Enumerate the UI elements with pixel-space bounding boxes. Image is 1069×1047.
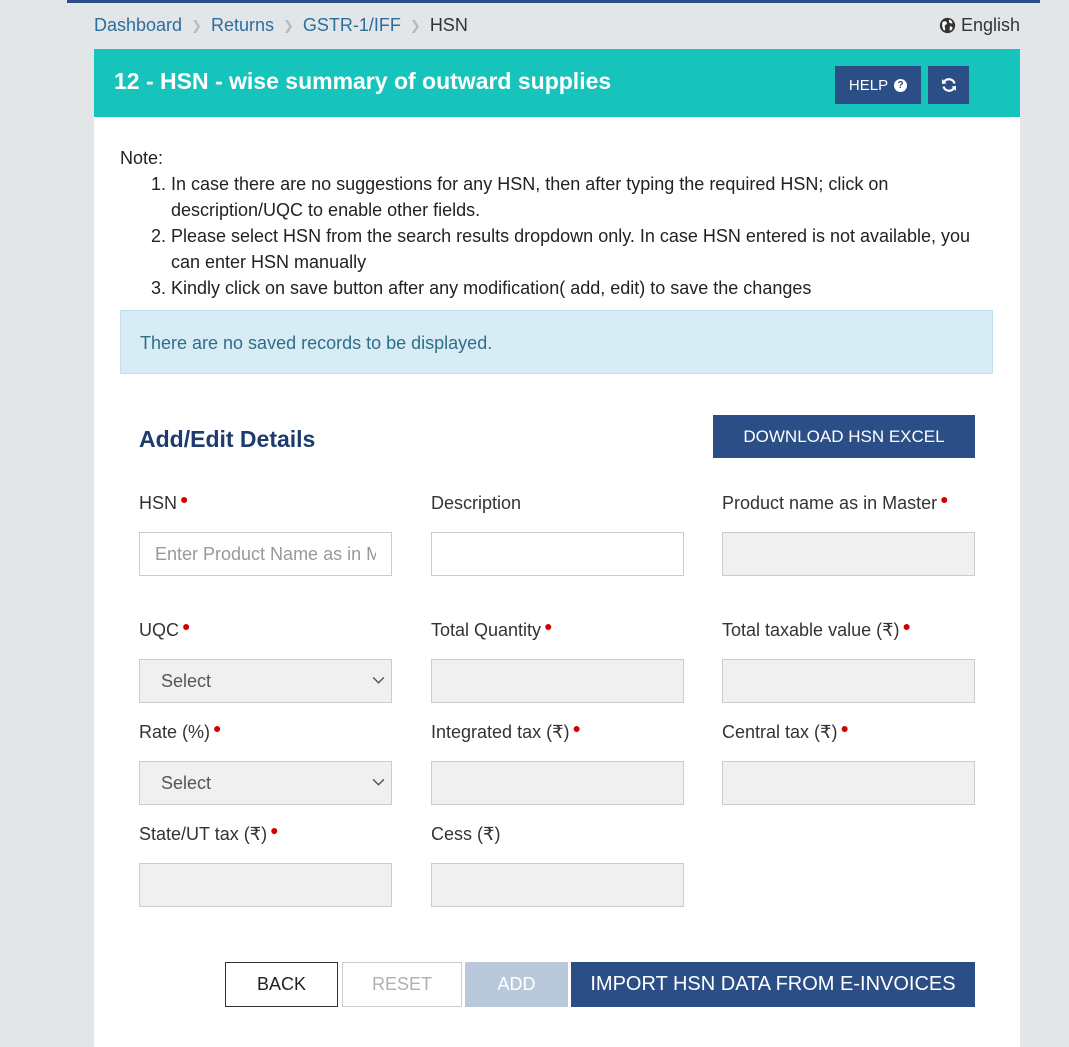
- required-marker: ●: [572, 720, 581, 736]
- cess-input[interactable]: [431, 863, 684, 907]
- total-taxable-label: Total taxable value (₹): [722, 620, 900, 640]
- help-label: HELP: [848, 76, 889, 94]
- breadcrumb-dashboard[interactable]: Dashboard: [94, 15, 183, 35]
- note-list: [120, 171, 980, 301]
- note-section: [120, 145, 980, 301]
- cess-field: [431, 824, 684, 848]
- total-quantity-field: [431, 620, 684, 644]
- required-marker: ●: [940, 491, 949, 507]
- required-marker: ●: [270, 822, 279, 838]
- page-header: [94, 49, 1020, 117]
- chevron-right-icon: ❯: [191, 17, 202, 33]
- central-tax-input[interactable]: [722, 761, 975, 805]
- hsn-input[interactable]: [139, 532, 392, 576]
- rate-select-value: Select: [161, 772, 212, 793]
- breadcrumb: [94, 15, 468, 36]
- product-name-label: Product name as in Master: [722, 493, 938, 513]
- refresh-icon: [941, 77, 957, 93]
- uqc-select[interactable]: [139, 659, 392, 703]
- integrated-tax-label: Integrated tax (₹): [431, 722, 570, 742]
- help-button[interactable]: [835, 66, 921, 104]
- top-accent-bar: [67, 0, 1040, 3]
- hsn-field: [139, 493, 392, 517]
- required-marker: ●: [840, 720, 849, 736]
- note-item: 3. Kindly click on save button after any modification( add, edit) to save the changes: [171, 275, 980, 301]
- integrated-tax-field: [431, 722, 684, 746]
- breadcrumb-current: HSN: [429, 15, 468, 35]
- product-name-input[interactable]: [722, 532, 975, 576]
- central-tax-field: [722, 722, 975, 746]
- description-label: Description: [431, 493, 522, 513]
- total-taxable-input[interactable]: [722, 659, 975, 703]
- central-tax-label: Central tax (₹): [722, 722, 838, 742]
- total-quantity-label: Total Quantity: [431, 620, 542, 640]
- note-item: 1. In case there are no suggestions for any HSN, then after typing the required HSN; click on description/UQC to enable other fields.: [171, 171, 980, 223]
- total-taxable-field: [722, 620, 975, 644]
- state-tax-input[interactable]: [139, 863, 392, 907]
- product-name-field: [722, 493, 975, 517]
- no-records-alert: There are no saved records to be displayed.: [120, 310, 993, 374]
- chevron-right-icon: ❯: [409, 17, 421, 33]
- state-tax-field: [139, 824, 392, 848]
- chevron-down-icon: [372, 673, 385, 686]
- required-marker: ●: [182, 618, 191, 634]
- uqc-label: UQC: [139, 620, 179, 640]
- add-button[interactable]: ADD: [465, 962, 568, 1007]
- chevron-down-icon: [372, 775, 385, 788]
- note-item: 2. Please select HSN from the search results dropdown only. In case HSN entered is not available, you can enter HSN manually: [171, 223, 980, 275]
- description-field: [431, 493, 684, 517]
- language-label: English: [960, 15, 1020, 35]
- refresh-button[interactable]: [928, 66, 969, 104]
- description-input[interactable]: [431, 532, 684, 576]
- required-marker: ●: [902, 618, 912, 634]
- page-title: 12 - HSN - wise summary of outward supplies: [114, 68, 612, 94]
- globe-icon: [939, 17, 956, 34]
- question-circle-icon: ?: [894, 79, 907, 92]
- language-selector[interactable]: [939, 15, 1020, 36]
- download-hsn-excel-button[interactable]: DOWNLOAD HSN EXCEL: [713, 415, 975, 458]
- hsn-label: HSN: [139, 493, 178, 513]
- section-title: Add/Edit Details: [139, 426, 316, 452]
- rate-label: Rate (%): [139, 722, 211, 742]
- breadcrumb-returns[interactable]: Returns: [210, 15, 274, 35]
- import-hsn-button[interactable]: IMPORT HSN DATA FROM E-INVOICES: [571, 962, 975, 1007]
- breadcrumb-gstr1-iff[interactable]: GSTR-1/IFF: [302, 15, 401, 35]
- back-button[interactable]: BACK: [225, 962, 338, 1007]
- reset-button[interactable]: RESET: [342, 962, 462, 1007]
- rate-select[interactable]: [139, 761, 392, 805]
- chevron-right-icon: ❯: [283, 17, 294, 33]
- uqc-select-value: Select: [161, 670, 212, 691]
- integrated-tax-input[interactable]: [431, 761, 684, 805]
- state-tax-label: State/UT tax (₹): [139, 824, 268, 844]
- uqc-field: [139, 618, 392, 691]
- required-marker: ●: [213, 720, 222, 736]
- required-marker: ●: [544, 618, 553, 634]
- cess-label: Cess (₹): [431, 824, 501, 844]
- required-marker: ●: [180, 491, 189, 507]
- note-label: Note:: [120, 148, 164, 168]
- main-panel: [94, 117, 1020, 1047]
- total-quantity-input[interactable]: [431, 659, 684, 703]
- rate-field: [139, 720, 392, 793]
